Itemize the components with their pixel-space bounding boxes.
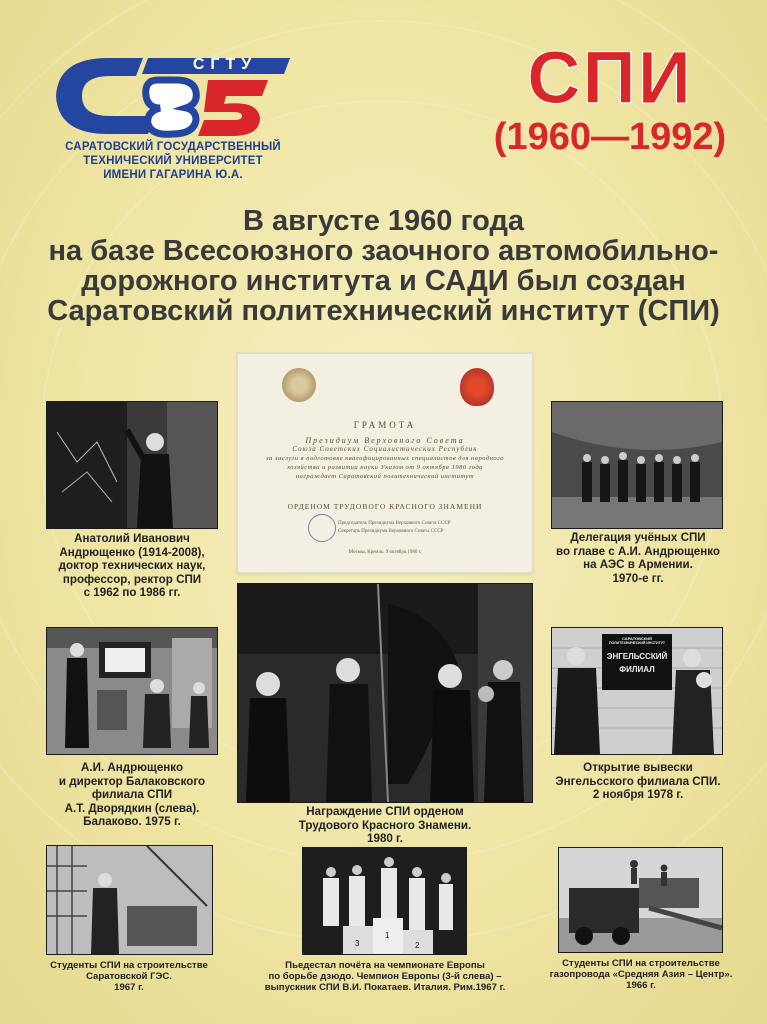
caption-line: 1970-е гг. bbox=[612, 571, 664, 585]
headline-line: Саратовский политехнический институт (СПИ) bbox=[47, 295, 720, 327]
caption-engels-branch bbox=[538, 761, 738, 802]
svg-text:1: 1 bbox=[385, 931, 390, 940]
caption-judo-podium bbox=[262, 960, 508, 993]
headline-line: В августе 1960 года bbox=[242, 205, 525, 237]
gramota-body-line: Президиум Верховного Совета bbox=[305, 436, 465, 445]
caption-line: Студенты СПИ на строительстве bbox=[562, 958, 720, 969]
caption-andryushchenko bbox=[30, 532, 234, 600]
gramota-body-line: Союза Советских Социалистических Республик bbox=[292, 445, 478, 453]
headline-line: дорожного института и САДИ был создан bbox=[81, 265, 686, 297]
gramota-title: ГРАМОТА bbox=[353, 420, 417, 430]
caption-line: Делегация учёных СПИ bbox=[570, 531, 706, 544]
caption-line: 1967 г. bbox=[114, 982, 144, 993]
caption-line: Анатолий Иванович bbox=[74, 532, 190, 545]
engels-sign bbox=[604, 636, 670, 676]
photo-engels-branch bbox=[552, 628, 722, 754]
university-name-line: ИМЕНИ ГАГАРИНА Ю.А. bbox=[103, 169, 243, 181]
engels-sign-line: ЭНГЕЛЬССКИЙ bbox=[606, 652, 668, 661]
gramota-order-text: ОРДЕНОМ ТРУДОВОГО КРАСНОГО ЗНАМЕНИ bbox=[287, 502, 483, 511]
caption-delegation-armenia bbox=[538, 531, 738, 585]
university-name bbox=[48, 140, 298, 182]
gramota-body-line: награждает Саратовский политехнический институт bbox=[295, 473, 475, 480]
caption-line: Пьедестал почёта на чемпионате Европы bbox=[285, 960, 485, 971]
engels-sign-line: САРАТОВСКИЙ bbox=[622, 636, 652, 641]
photo-andryushchenko bbox=[47, 402, 217, 528]
engels-sign-line: ФИЛИАЛ bbox=[619, 665, 655, 674]
headline-line: на базе Всесоюзного заочного автомобильно- bbox=[48, 235, 719, 267]
gramota-body-line: за заслуги в подготовке квалифицированных специалистов для народного bbox=[266, 455, 504, 462]
caption-line: и директор Балаковского bbox=[58, 774, 206, 788]
caption-line: Трудового Красного Знамени. bbox=[298, 818, 472, 832]
caption-line: 2 ноября 1978 г. bbox=[592, 788, 684, 801]
seal-icon bbox=[308, 514, 336, 542]
caption-line: А.И. Андрющенко bbox=[80, 761, 184, 774]
spi-years: (1960—1992) bbox=[493, 116, 727, 158]
caption-line: на АЭС в Армении. bbox=[583, 558, 693, 571]
gramota-body-line: хозяйства и развитии науки Указом от 9 октября 1980 года bbox=[287, 464, 483, 471]
photo-delegation-armenia bbox=[552, 402, 722, 528]
caption-line: газопровода «Средняя Азия – Центр». bbox=[549, 969, 733, 980]
caption-balakovo bbox=[30, 761, 234, 829]
photo-award-ceremony bbox=[238, 584, 532, 802]
order-badge-icon bbox=[460, 368, 494, 406]
caption-line: доктор технических наук, bbox=[58, 559, 206, 572]
caption-line: А.Т. Дворядкин (слева). bbox=[64, 801, 200, 815]
gramota-body bbox=[260, 436, 510, 481]
caption-line: выпускник СПИ В.И. Покатаев. Италия. Рим.1967 г. bbox=[264, 982, 506, 993]
ussr-emblem-icon bbox=[282, 368, 316, 402]
gramota-signatures bbox=[338, 520, 518, 536]
svg-text:3: 3 bbox=[355, 939, 360, 948]
gramota-signature-line: Председатель Президиума Верховного Совета СССР bbox=[338, 521, 451, 526]
photo-judo-podium bbox=[303, 848, 466, 954]
gramota-date: Москва, Кремль. 9 октября 1980 г. bbox=[348, 550, 422, 555]
caption-line: профессор, ректор СПИ bbox=[62, 572, 202, 586]
logo-abbr: СГТУ bbox=[192, 56, 258, 73]
university-name-line: ТЕХНИЧЕСКИЙ УНИВЕРСИТЕТ bbox=[83, 155, 263, 167]
photo-gas-pipeline bbox=[559, 848, 722, 952]
caption-line: Андрющенко (1914-2008), bbox=[59, 545, 205, 559]
svg-text:2: 2 bbox=[415, 941, 420, 950]
photo-balakovo bbox=[47, 628, 217, 754]
caption-line: Энгельсского филиала СПИ. bbox=[555, 774, 721, 788]
caption-line: Саратовской ГЭС. bbox=[86, 971, 172, 982]
caption-line: Балаково. 1975 г. bbox=[83, 815, 181, 828]
headline bbox=[30, 206, 737, 326]
university-logo bbox=[48, 50, 298, 190]
caption-line: 1966 г. bbox=[626, 980, 656, 991]
caption-line: с 1962 по 1986 гг. bbox=[83, 586, 181, 599]
caption-gas-pipeline bbox=[540, 958, 742, 991]
caption-line: во главе с А.И. Андрющенко bbox=[556, 544, 720, 558]
caption-line: Студенты СПИ на строительстве bbox=[50, 960, 208, 971]
gramota-certificate bbox=[238, 354, 532, 572]
caption-line: Открытие вывески bbox=[583, 761, 693, 774]
photo-hes-construction bbox=[47, 846, 212, 954]
caption-award-ceremony bbox=[260, 805, 510, 846]
caption-line: по борьбе дзюдо. Чемпион Европы (3-й слева) – bbox=[268, 971, 502, 982]
caption-line: 1980 г. bbox=[367, 832, 403, 845]
caption-line: Награждение СПИ орденом bbox=[306, 805, 464, 818]
spi-title: СПИ bbox=[527, 36, 693, 119]
gramota-signature-line: Секретарь Президиума Верховного Совета СССР bbox=[338, 529, 444, 534]
university-name-line: САРАТОВСКИЙ ГОСУДАРСТВЕННЫЙ bbox=[65, 141, 281, 153]
engels-sign-line: ПОЛИТЕХНИЧЕСКИЙ ИНСТИТУТ bbox=[608, 641, 666, 645]
caption-hes-construction bbox=[30, 960, 228, 993]
caption-line: филиала СПИ bbox=[91, 788, 173, 801]
